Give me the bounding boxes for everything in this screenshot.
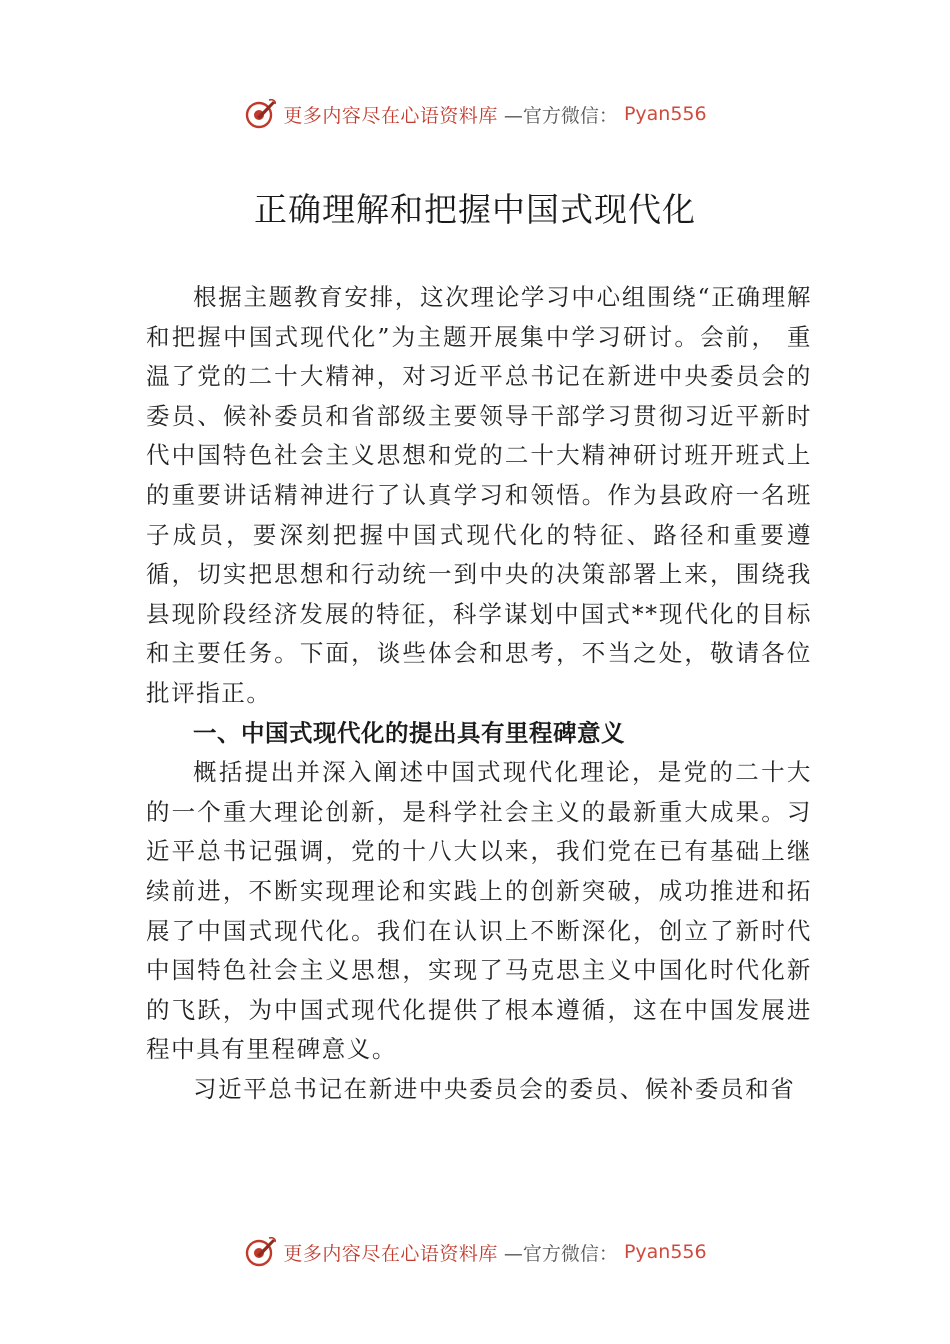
banner-text: 更多内容尽在心语资料库 [283,104,498,127]
header-banner [0,94,950,134]
footer-banner [0,1232,950,1272]
banner-wechat-id: Pyan556 [623,1241,707,1263]
section1-paragraph-1: 概括提出并深入阐述中国式现代化理论，是党的二十大的一个重大理论创新，是科学社会主义的最新重大成果。习近平总书记强调，党的十八大以来，我们党在已有基础上继续前进，不断实现理论和实践上的创新突破，成功推进和拓展了中国式现代化。我们在认识上不断深化，创立了新时代中国特色社会主义思想，实现了马克思主义中国化时代化新的飞跃，为中国式现代化提供了根本遵循，这在中国发展进程中具有里程碑意义。 [146,758,812,1064]
section-heading-1: 一、中国式现代化的提出具有里程碑意义 [193,718,625,747]
document-body [146,278,812,1109]
section1-paragraph-2: 习近平总书记在新进中央委员会的委员、候补委员和省 [193,1074,796,1103]
banner-wechat-id: Pyan556 [623,103,707,125]
quill-pen-circle-icon [243,1235,277,1269]
banner-text: 更多内容尽在心语资料库 [283,1242,498,1265]
document-title: 正确理解和把握中国式现代化 [254,190,696,229]
quill-pen-circle-icon [243,97,277,131]
intro-paragraph: 根据主题教育安排，这次理论学习中心组围绕“正确理解和把握中国式现代化”为主题开展集中学习研讨。会前， 重温了党的二十大精神，对习近平总书记在新进中央委员会的委员、候补委员和省部级主要领导干部学习贯彻习近平新时代中国特色社会主义思想和党的二十大精神研讨班开班式上的重要讲话精神进行了认真学习和领悟。作为县政府一名班子成员，要深刻把握中国式现代化的特征、路径和重要遵循，切实把思想和行动统一到中央的决策部署上来，围绕我县现阶段经济发展的特征，科学谋划中国式**现代化的目标和主要任务。下面，谈些体会和思考，不当之处，敬请各位批评指正。 [146,283,812,707]
banner-separator: —官方微信： [503,1242,618,1265]
banner-separator: —官方微信： [503,104,618,127]
